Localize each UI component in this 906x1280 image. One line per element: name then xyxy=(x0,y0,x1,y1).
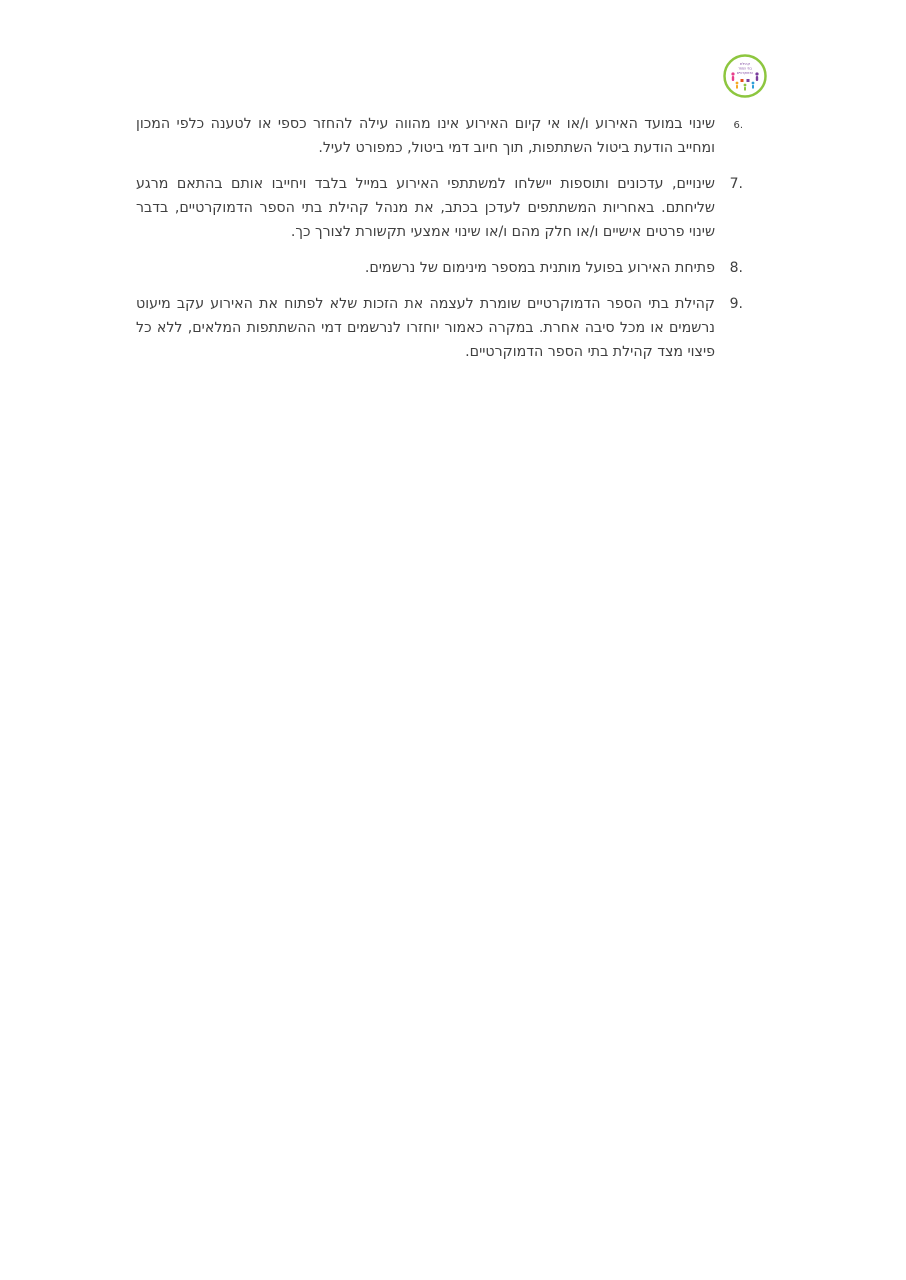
item-number: 7. xyxy=(729,176,743,192)
list-item-9 xyxy=(136,292,743,364)
item-text: פתיחת האירוע בפועל מותנית במספר מינימום של נרשמים. xyxy=(364,260,715,276)
item-text: שינויים, עדכונים ותוספות יישלחו למשתתפי האירוע במייל בלבד ויחייבו אותם בהתאם מרגע שליחתם. באחריות המשתתפים לעדכן בכתב, את מנהל קהילת בתי הספר הדמוקרטיים, בדבר שינוי פרטים אישיים ו/או חלק מהם ו/או שינוי אמצעי תקשורת לצורך כך. xyxy=(136,176,715,240)
item-number: 9. xyxy=(729,296,743,312)
terms-list xyxy=(136,112,743,376)
item-text: שינוי במועד האירוע ו/או אי קיום האירוע אינו מהווה עילה להחזר כספי או לטענה כלפי המכון ומחייב הודעת ביטול השתתפות, תוך חיוב דמי ביטול, כמפורט לעיל. xyxy=(136,116,715,156)
item-number: 8. xyxy=(729,260,743,276)
logo-text-2: בתי הספר xyxy=(738,66,752,71)
item-number: 6. xyxy=(733,120,743,131)
list-item-7 xyxy=(136,172,743,244)
list-item-6 xyxy=(136,112,743,160)
logo-text-3: הדמוקרטיים xyxy=(736,71,754,75)
list-item-8 xyxy=(136,256,743,280)
item-text: קהילת בתי הספר הדמוקרטיים שומרת לעצמה את הזכות שלא לפתוח את האירוע עקב מיעוט נרשמים או מכל סיבה אחרת. במקרה כאמור יוחזרו לנרשמים דמי ההשתתפות המלאים, ללא כל פיצוי מצד קהילת בתי הספר הדמוקרטיים. xyxy=(136,296,715,360)
community-logo-icon xyxy=(723,54,767,98)
logo-text-1: קהילת xyxy=(739,62,751,66)
